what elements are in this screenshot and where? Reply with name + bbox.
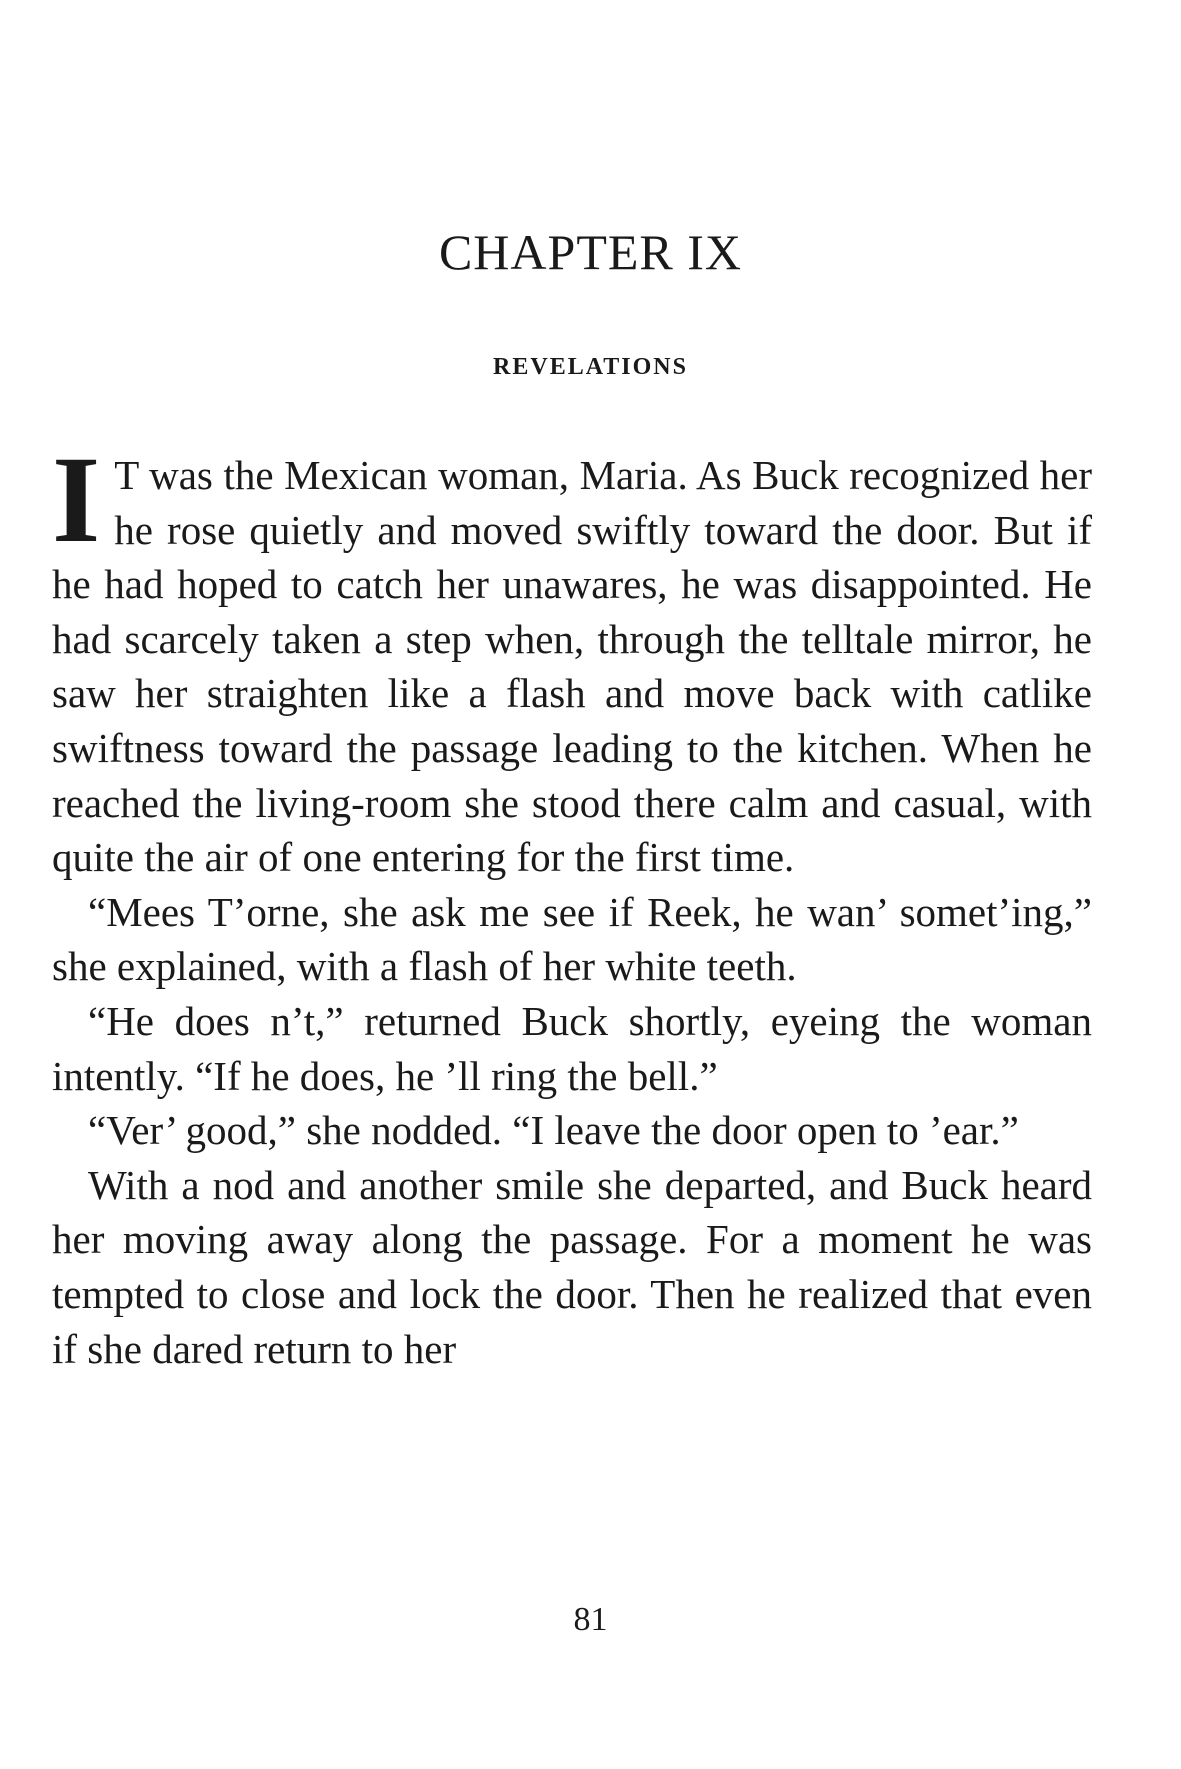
paragraph-1 bbox=[52, 431, 1092, 885]
chapter-title: CHAPTER IX bbox=[438, 224, 743, 280]
paragraph-2: “Mees T’orne, she ask me see if Reek, he wan’ somet’ing,” she explained, with a flash of her white teeth. bbox=[52, 888, 1092, 990]
page-number: 81 bbox=[573, 1601, 608, 1638]
body-text bbox=[52, 431, 1092, 1376]
paragraph-3: “He does n’t,” returned Buck shortly, eyeing the woman intently. “If he does, he ’ll ring the bell.” bbox=[52, 997, 1092, 1099]
paragraph-1-text: T was the Mexican woman, Maria. As Buck recognized her he rose quietly and moved swiftly toward the door. But if he had hoped to catch her unawares, he was disappointed. He had scarcely taken a step when, through the telltale mirror, he saw her straighten like a flash and move back with catlike swiftness toward the passage leading to the kitchen. When he reached the living-room she stood there calm and casual, with quite the air of one entering for the first time. bbox=[52, 452, 1092, 881]
drop-cap: I bbox=[52, 431, 101, 568]
chapter-subtitle: REVELATIONS bbox=[493, 354, 688, 380]
paragraph-5: With a nod and another smile she departed, and Buck heard her moving away along the passage. For a moment he was tempted to close and lock the door. Then he realized that even if she dared return to her bbox=[52, 1161, 1092, 1372]
paragraph-4: “Ver’ good,” she nodded. “I leave the door open to ’ear.” bbox=[88, 1107, 1019, 1154]
